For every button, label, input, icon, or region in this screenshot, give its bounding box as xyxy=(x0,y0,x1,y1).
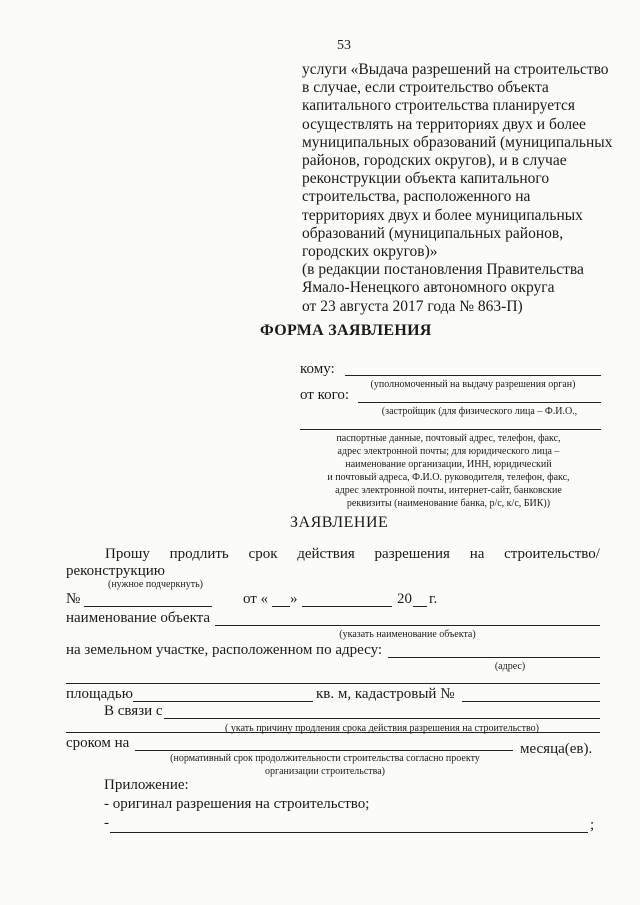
header-line: строительства, расположенного на xyxy=(302,188,531,206)
header-line: Ямало-Ненецкого автономного округа xyxy=(302,279,555,297)
address-caption: (адрес) xyxy=(494,661,526,672)
caption-line: организации строительства) xyxy=(265,766,385,777)
from-caption-details xyxy=(296,432,601,510)
request-word: строительство/ xyxy=(504,546,600,562)
to-label: кому: xyxy=(300,361,335,377)
term-label: сроком на xyxy=(66,735,130,751)
request-word: Прошу xyxy=(105,546,150,562)
attachment-item-1: - оригинал разрешения на строительство; xyxy=(104,796,370,812)
caption-line: паспортные данные, почтовый адрес, телефон, факс, xyxy=(336,433,561,444)
form-title: ФОРМА ЗАЯВЛЕНИЯ xyxy=(260,322,432,339)
header-line: городских округов)» xyxy=(302,243,438,261)
page-number: 53 xyxy=(337,38,351,53)
from-field-line-2[interactable] xyxy=(300,429,601,430)
header-line: территориях двух и более муниципальных xyxy=(302,206,583,224)
header-line: (в редакции постановления Правительства xyxy=(302,261,584,279)
reason-caption: ( укать причину продления срока действия разрешения на строительство) xyxy=(225,723,539,734)
date-day-field[interactable] xyxy=(272,606,290,607)
permit-number-field[interactable] xyxy=(84,606,212,607)
date-from-label: от « xyxy=(243,591,269,607)
caption-line: наименование организации, ИНН, юридический xyxy=(345,459,552,470)
land-plot-label: на земельном участке, расположенном по адресу: xyxy=(66,642,383,658)
number-sign: № xyxy=(66,591,81,607)
underline-caption: (нужное подчеркнуть) xyxy=(108,579,203,590)
header-reference xyxy=(302,61,622,316)
cadastral-number-field[interactable] xyxy=(462,701,600,702)
header-line: районов, городских округов), и в случае xyxy=(302,152,567,170)
area-unit-cadastral-label: кв. м, кадастровый № xyxy=(316,686,455,702)
address-field[interactable] xyxy=(388,657,600,658)
from-field-line[interactable] xyxy=(358,402,601,403)
header-line: муниципальных образований (муниципальных xyxy=(302,133,613,151)
date-month-field[interactable] xyxy=(302,606,392,607)
caption-line: (нормативный срок продолжительности строительства согласно проекту xyxy=(170,753,480,764)
from-caption: (застройщик (для физического лица – Ф.И.О., xyxy=(381,406,578,417)
caption-line: адрес электронной почты; для юридического лица – xyxy=(337,446,560,457)
caption-line: адрес электронной почты, интернет-сайт, банковские xyxy=(335,485,562,496)
caption-line: реквизиты (наименование банка, р/с, к/с, БИК)) xyxy=(346,498,551,509)
attachment-item-2-end: ; xyxy=(590,817,595,833)
year-suffix: г. xyxy=(429,591,438,607)
header-line: в случае, если строительство объекта xyxy=(302,79,549,97)
quote-close: » xyxy=(290,591,298,607)
request-line-2: реконструкцию xyxy=(66,563,165,579)
object-name-caption: (указать наименование объекта) xyxy=(339,629,476,640)
request-word: продлить xyxy=(169,546,229,562)
attachments-label: Приложение: xyxy=(104,777,189,793)
header-line: осуществлять на территориях двух и более xyxy=(302,115,586,133)
area-field[interactable] xyxy=(133,701,313,702)
header-line: услуги «Выдача разрешений на строительство xyxy=(302,61,609,78)
to-caption: (уполномоченный на выдачу разрешения орган) xyxy=(370,379,576,390)
header-line: образований (муниципальных районов, xyxy=(302,224,564,242)
caption-line: и почтовый адреса, Ф.И.О. руководителя, телефон, факс, xyxy=(327,472,570,483)
term-unit: месяца(ев). xyxy=(520,741,593,757)
request-word: разрешения xyxy=(374,546,450,562)
request-word: действия xyxy=(297,546,355,562)
request-line xyxy=(105,546,600,563)
application-title: ЗАЯВЛЕНИЕ xyxy=(290,514,389,531)
year-prefix: 20 xyxy=(397,591,412,607)
request-word: срок xyxy=(248,546,278,562)
reason-field-2[interactable] xyxy=(66,732,600,733)
attachment-item-2-dash: - xyxy=(104,815,109,831)
attachment-item-2-field[interactable] xyxy=(110,832,588,833)
date-year-field[interactable] xyxy=(413,606,427,607)
header-line: реконструкции объекта капитального xyxy=(302,170,550,188)
request-word: на xyxy=(469,546,485,562)
to-field-line[interactable] xyxy=(345,375,601,376)
address-field-2[interactable] xyxy=(66,683,600,684)
term-caption xyxy=(150,752,500,778)
header-line: от 23 августа 2017 года № 863-П) xyxy=(302,297,523,315)
header-line: капитального строительства планируется xyxy=(302,97,576,115)
term-field[interactable] xyxy=(135,750,513,751)
object-name-label: наименование объекта xyxy=(66,610,211,626)
object-name-field[interactable] xyxy=(215,625,600,626)
reason-label: В связи с xyxy=(104,703,163,719)
area-label: площадью xyxy=(66,686,133,702)
from-label: от кого: xyxy=(300,387,350,403)
reason-field[interactable] xyxy=(164,718,600,719)
